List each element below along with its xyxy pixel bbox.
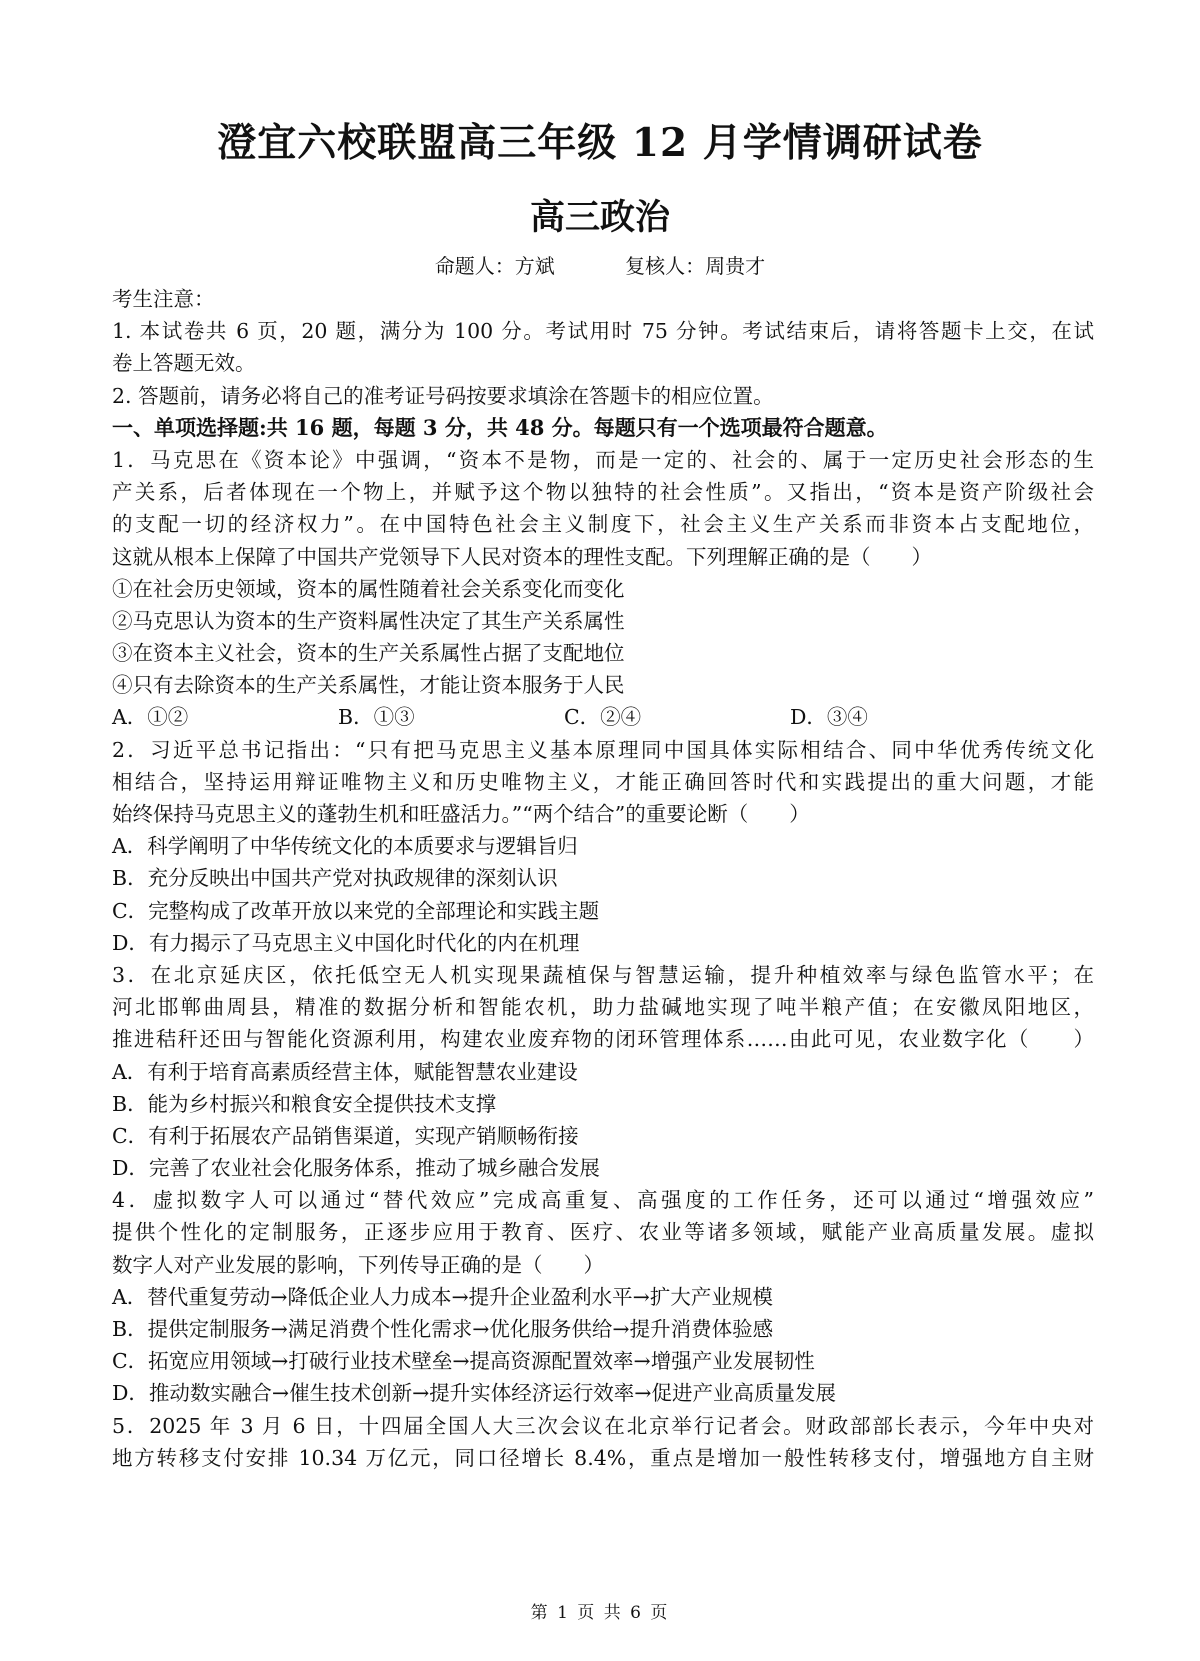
notice-item-2: 2. 答题前，请务必将自己的准考证号码按要求填涂在答题卡的相应位置。: [112, 383, 774, 408]
notice-item-1-line-2: 卷上答题无效。: [112, 351, 256, 376]
notice-heading: 考生注意：: [112, 287, 215, 311]
question-3-option: C．有利于拓展农产品销售渠道，实现产销顺畅衔接: [112, 1123, 579, 1148]
question-1-statement: ②马克思认为资本的生产资料属性决定了其生产关系属性: [112, 608, 625, 633]
question-1-line: 的支配一切的经济权力”。在中国特色社会主义制度下，社会主义生产关系而非资本占支配地位，: [112, 512, 1094, 537]
question-2-option: B．充分反映出中国共产党对执政规律的深刻认识: [112, 866, 558, 891]
page-number: 第 1 页 共 6 页: [530, 1603, 670, 1623]
question-4-option: B．提供定制服务→满足消费个性化需求→优化服务供给→提升消费体验感: [112, 1317, 774, 1341]
exam-title: 澄宜六校联盟高三年级 12 月学情调研试卷: [217, 120, 983, 166]
question-1-line: 这就从根本上保障了中国共产党领导下人民对资本的理性支配。下列理解正确的是（ ）: [112, 544, 932, 569]
question-5-line: 地方转移支付安排 10.34 万亿元，同口径增长 8.4%，重点是增加一般性转移支付，增强地方自主财: [112, 1445, 1094, 1470]
question-4-line: 提供个性化的定制服务，正逐步应用于教育、医疗、农业等诸多领域，赋能产业高质量发展。虚拟: [112, 1220, 1094, 1245]
question-3-line: 3．在北京延庆区，依托低空无人机实现果蔬植保与智慧运输，提升种植效率与绿色监管水平；在: [112, 962, 1094, 987]
question-4-line: 4．虚拟数字人可以通过“替代效应”完成高重复、高强度的工作任务，还可以通过“增强效应”: [112, 1188, 1094, 1213]
question-5-line: 5．2025 年 3 月 6 日，十四届全国人大三次会议在北京举行记者会。财政部部长表示，今年中央对: [112, 1413, 1094, 1438]
question-1-statement: ④只有去除资本的生产关系属性，才能让资本服务于人民: [112, 673, 625, 698]
question-1-statement: ①在社会历史领域，资本的属性随着社会关系变化而变化: [112, 576, 625, 601]
question-2-option: A．科学阐明了中华传统文化的本质要求与逻辑旨归: [112, 834, 578, 859]
question-4-option: A．替代重复劳动→降低企业人力成本→提升企业盈利水平→扩大产业规模: [112, 1284, 773, 1309]
option-a: A．①②: [112, 705, 189, 730]
question-2-line: 始终保持马克思主义的蓬勃生机和旺盛活力。”“两个结合”的重要论断（ ）: [112, 802, 810, 826]
question-3-option: B．能为乡村振兴和粮食安全提供技术支撑: [112, 1091, 497, 1116]
question-2-line: 2．习近平总书记指出：“只有把马克思主义基本原理同中国具体实际相结合、同中华优秀传统文化: [112, 737, 1094, 762]
notice-item-1-line-1: 1. 本试卷共 6 页，20 题，满分为 100 分。考试用时 75 分钟。考试结束后，请将答题卡上交，在试: [112, 319, 1094, 344]
question-3-option: D．完善了农业社会化服务体系，推动了城乡融合发展: [112, 1156, 600, 1181]
question-4-line: 数字人对产业发展的影响，下列传导正确的是（ ）: [112, 1252, 604, 1277]
option-d: D．③④: [790, 705, 868, 730]
question-2-option: D．有力揭示了马克思主义中国化时代化的内在机理: [112, 930, 580, 955]
exam-content: [112, 283, 1094, 1474]
option-c: C．②④: [564, 705, 642, 730]
question-1-statement: ③在资本主义社会，资本的生产关系属性占据了支配地位: [112, 641, 625, 666]
question-4-option: C．拓宽应用领域→打破行业技术壁垒→提高资源配置效率→增强产业发展韧性: [112, 1349, 815, 1374]
reviewer: 复核人：周贵才: [625, 254, 766, 278]
question-1-line: 产关系，后者体现在一个物上，并赋予这个物以独特的社会性质”。又指出，“资本是资产阶级社会: [112, 480, 1094, 505]
question-2-option: C．完整构成了改革开放以来党的全部理论和实践主题: [112, 898, 600, 923]
question-3-line: 推进秸秆还田与智能化资源利用，构建农业废弃物的闭环管理体系……由此可见，农业数字化（ ）: [112, 1027, 1094, 1052]
section-heading: 一、单项选择题:共 16 题，每题 3 分，共 48 分。每题只有一个选项最符合题意。: [112, 414, 888, 440]
author-line: [0, 250, 1200, 279]
question-4-option: D．推动数实融合→催生技术创新→提升实体经济运行效率→促进产业高质量发展: [112, 1381, 836, 1406]
question-1-line: 1．马克思在《资本论》中强调，“资本不是物，而是一定的、社会的、属于一定历史社会形态的生: [112, 447, 1094, 472]
subject-title: 高三政治: [529, 197, 670, 238]
question-3-option: A．有利于培育高素质经营主体，赋能智慧农业建设: [112, 1059, 578, 1084]
question-2-line: 相结合，坚持运用辩证唯物主义和历史唯物主义，才能正确回答时代和实践提出的重大问题，才能: [112, 769, 1094, 794]
option-b: B．①③: [338, 705, 415, 730]
question-1-options: [112, 701, 1094, 733]
author: 命题人：方斌: [434, 254, 555, 278]
question-3-line: 河北邯郸曲周县，精准的数据分析和智能农机，助力盐碱地实现了吨半粮产值；在安徽凤阳地区，: [112, 995, 1094, 1020]
